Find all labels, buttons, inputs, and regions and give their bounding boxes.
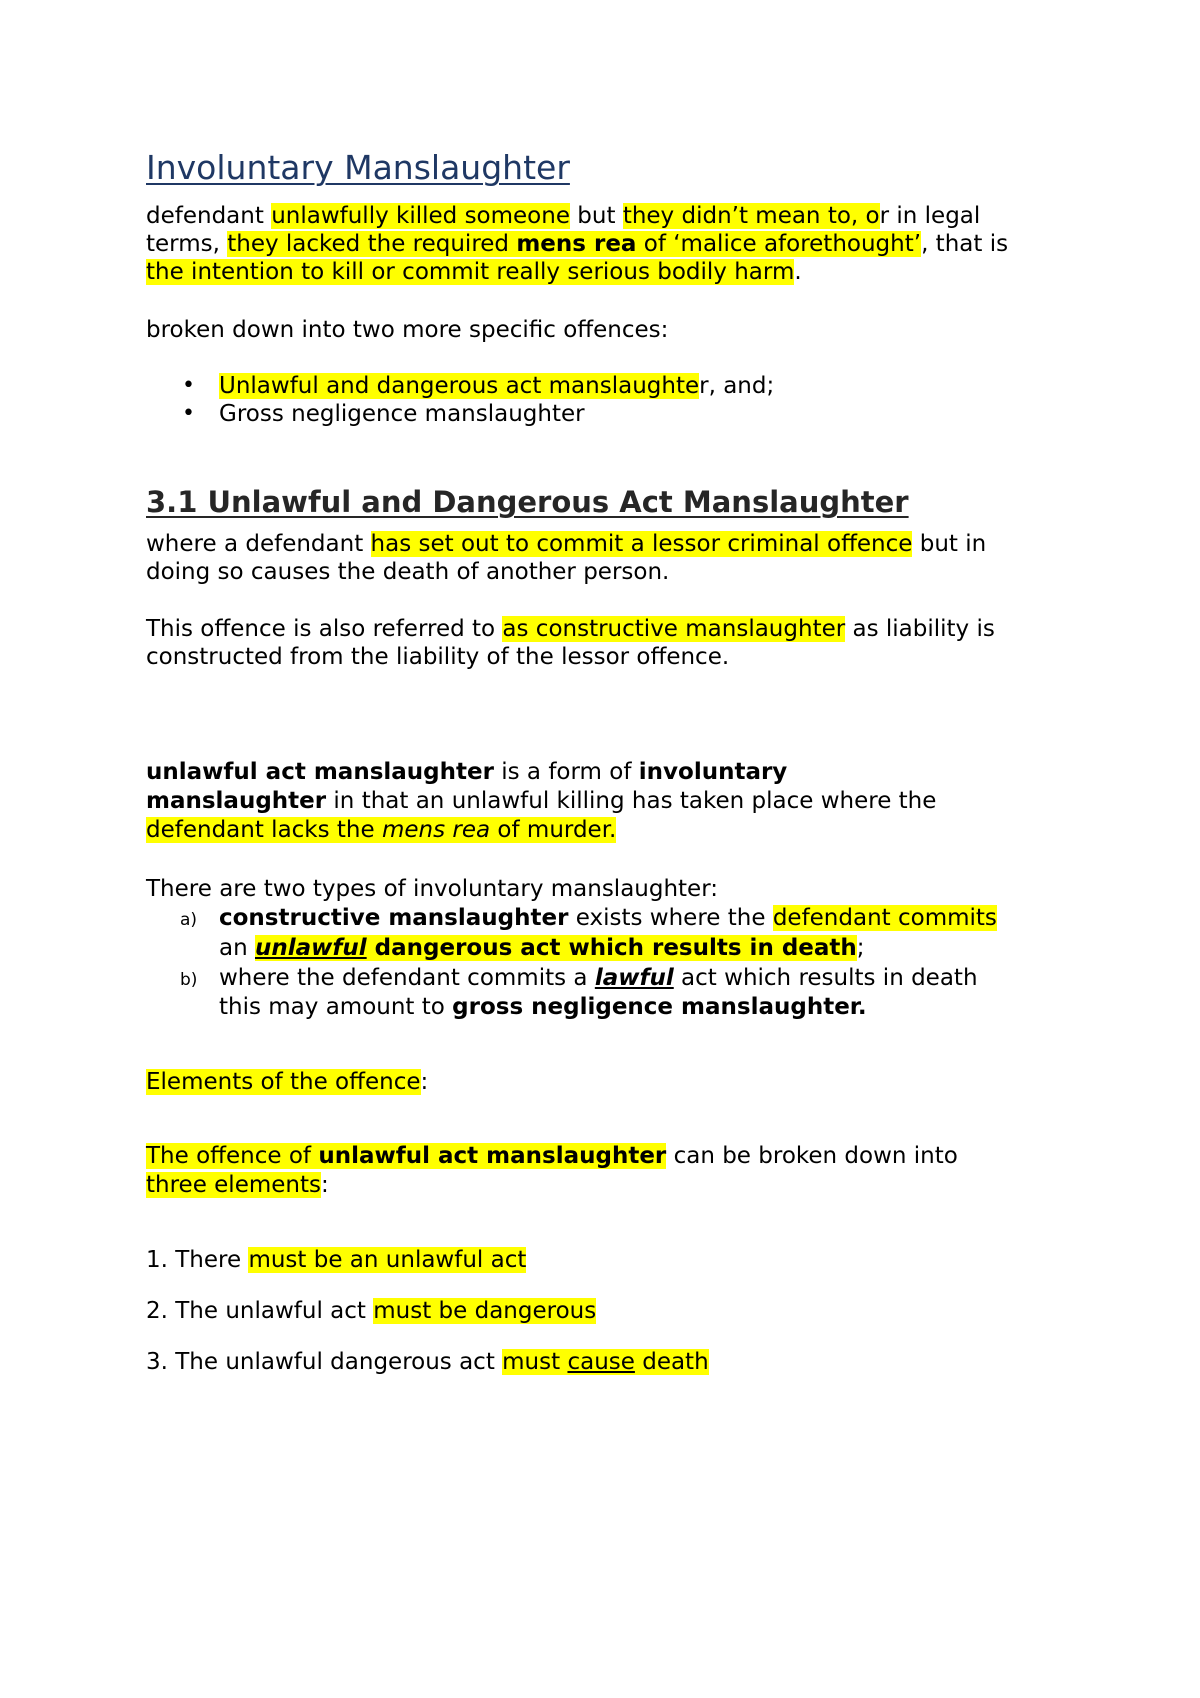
section-line-3: This offence is also referred to as constructive manslaughter as liability is xyxy=(146,616,995,642)
intro-line-1: defendant unlawfully killed someone but they didn’t mean to, or in legal xyxy=(146,203,981,229)
ua-line-2: manslaughter in that an unlawful killing has taken place where the xyxy=(146,788,937,814)
intro-line-3: the intention to kill or commit really serious bodily harm. xyxy=(146,259,802,285)
list-item: 2. The unlawful act must be dangerous xyxy=(146,1298,597,1324)
ua-line-1: unlawful act manslaughter is a form of involuntary xyxy=(146,759,788,785)
section-line-1: where a defendant has set out to commit a lessor criminal offence but in xyxy=(146,531,987,557)
list-marker-b: b) xyxy=(180,970,198,990)
type-b-line-2: this may amount to gross negligence manslaughter. xyxy=(219,994,867,1020)
bullet-icon: • xyxy=(182,401,195,426)
section-line-4: constructed from the liability of the lessor offence. xyxy=(146,644,730,670)
offence-line-2: three elements: xyxy=(146,1172,329,1198)
offence-line-1: The offence of unlawful act manslaughter can be broken down into xyxy=(146,1143,958,1169)
list-marker-a: a) xyxy=(180,910,198,930)
type-a-line-2: an unlawful dangerous act which results in death; xyxy=(219,935,865,961)
section-heading: 3.1 Unlawful and Dangerous Act Manslaughter xyxy=(146,485,909,519)
section-line-2: doing so causes the death of another person. xyxy=(146,559,670,585)
elements-label: Elements of the offence: xyxy=(146,1069,429,1095)
page-title: Involuntary Manslaughter xyxy=(146,148,570,187)
broken-down-text: broken down into two more specific offences: xyxy=(146,317,669,343)
list-item: 1. There must be an unlawful act xyxy=(146,1247,527,1273)
bullet-item-1: Unlawful and dangerous act manslaughter, and; xyxy=(219,373,775,399)
type-a-line-1: constructive manslaughter exists where the defendant commits xyxy=(219,905,997,931)
ua-line-3: defendant lacks the mens rea of murder. xyxy=(146,817,617,843)
intro-line-2: terms, they lacked the required mens rea of ‘malice aforethought’, that is xyxy=(146,231,1009,257)
types-intro: There are two types of involuntary manslaughter: xyxy=(146,876,719,902)
type-b-line-1: where the defendant commits a lawful act which results in death xyxy=(219,965,978,991)
bullet-item-2: Gross negligence manslaughter xyxy=(219,401,585,427)
list-item: 3. The unlawful dangerous act must cause death xyxy=(146,1349,709,1375)
bullet-icon: • xyxy=(182,373,195,398)
